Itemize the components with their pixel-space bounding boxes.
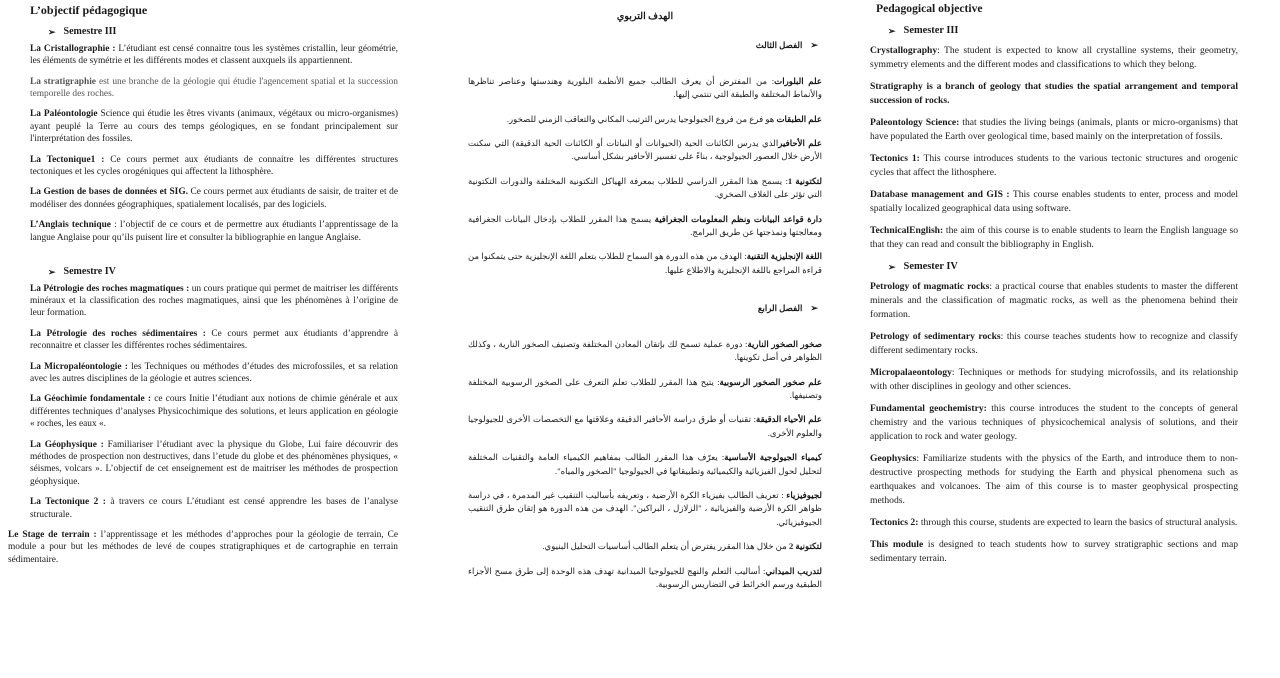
course-description [30,186,398,211]
course-name: علم الأحياء الدقيقة [756,414,823,425]
course-text: L’étudiant est censé connaitre tous les systèmes cristallin, leur géométrie, les éléments de symétrie et les différents modes et classent auxquels ils appartiennent. [30,43,398,67]
english-semester-4-list [870,280,1238,566]
course-name: كيمياء الجيولوجية الأساسية [724,452,822,463]
course-text: : من المفترض أن يعرف الطالب جميع الأنظمة البلورية وهندستها وعناصر تناظرها والأنماط المختلفة والطبقة التي تنتمي إليها. [468,75,822,100]
course-description [30,361,398,386]
arrow-bullet-icon: ➢ [810,40,818,51]
course-description [468,213,822,240]
course-name: La stratigraphie [30,76,96,87]
course-name: Petrology of sedimentary rocks [870,331,1001,342]
course-text: à travers ce cours L’étudiant est censé apprendre les bases de l’analyse structurale. [30,497,398,520]
course-text: Ce cours permet aux étudiants d’apprendre à reconnaitre et classer les différentes roches sédimentaires. [30,328,398,352]
course-name: لتكتونية 1 [787,175,822,186]
course-name: Paleontology Science: [870,117,960,128]
french-semester-3-heading [48,26,398,38]
course-description [870,402,1238,444]
english-title: Pedagogical objective [876,2,983,15]
course-description [30,283,398,320]
course-name: La Géochimie fondamentale : [30,394,152,405]
course-description [8,529,398,566]
arrow-bullet-icon: ➢ [48,27,56,38]
course-text: : يسمح هذا المقرر الدراسي للطلاب بمعرفة الهياكل التكتونية المختلفة والدورات التكتونية التي تؤثر على الغلاف الصخري. [468,175,822,200]
french-semester-4-heading [48,266,398,278]
course-text: : Techniques or methods for studying microfossils, and its relationship with other disciplines in geology and other sciences. [870,367,1238,392]
course-name: La Tectonique1 : [30,154,105,165]
course-name: Fundamental geochemistry: [870,403,987,414]
course-description [468,250,822,277]
course-name: La Paléontologie [30,109,98,120]
course-name: Stratigraphy is a branch of geology that studies the spatial arrangement and temporal succession of rocks. [870,81,1238,106]
arabic-semester-4-list [468,338,822,592]
course-name: La Pétrologie des roches sédimentaires : [30,328,206,339]
course-name: La Tectonique 2 : [30,497,106,508]
course-description [468,540,822,553]
course-text: Science qui étudie les êtres vivants (animaux, végétaux ou micro-organismes) ayant peuplé la Terre au cours des temps géologiques, en se fondant principalement sur l'interprétation des fossiles. [30,109,398,145]
course-text: the aim of this course is to enable students to learn the English language so that they can read and consult the bibliography in English. [870,225,1238,250]
course-description [468,413,822,440]
course-text: is designed to teach students how to survey stratigraphic sections and map sedimentary terrain. [870,539,1238,564]
french-semester-3-list [30,43,398,244]
course-text: l’apprentissage et les méthodes d’approches pour la géologie de terrain, Ce module a pour but les méthodes de levé de coupes stratigraphiques et de cartographie en terrain sédimentaire. [8,530,398,565]
course-text: this course introduces the student to the concepts of general chemistry and the various techniques of physicochemical analysis of solutions, and their application to rock and water geology. [870,403,1238,442]
arabic-column [462,0,826,678]
course-text: : this course teaches students how to recognize and classify different sedimentary rocks. [870,331,1238,356]
course-text: : Familiarize students with the physics of the Earth, and introduce them to non-destructive prospecting methods for studying the Earth and physical phenomena such as earthquakes and volcanoes. The aim of this course is to master geophysical prospecting methods. [870,453,1238,506]
course-name: L’Anglais technique [30,220,111,231]
arrow-bullet-icon: ➢ [888,262,896,272]
course-description [870,538,1238,566]
course-description [468,489,822,529]
course-name: Micropalaeontology [870,367,952,378]
course-description [30,219,398,244]
course-text: This course introduces students to the various tectonic structures and orogenic cycles that affect the lithosphere. [870,153,1238,178]
course-name: لجيوفيزياء [786,489,822,500]
course-text: : أساليب التعلم والنهج للجيولوجيا الميدانية تهدف هذه الوحدة إلى طرق مسح الأجزاء الطبقية ورسم الخرائط في التضاريس الرسوبية. [468,565,822,589]
course-description [870,330,1238,358]
course-description [468,565,822,592]
arabic-semester-3-list [468,75,822,277]
course-name: La Pétrologie des roches magmatiques : [30,283,190,294]
course-name: La Géophysique : [30,439,104,450]
course-text: les Techniques ou méthodes d’études des microfossiles, et sa relation avec les autres disciplines de la géologie et autres sciences. [30,361,398,384]
course-description [870,366,1238,394]
english-semester-3-heading [888,24,1238,38]
arrow-bullet-icon: ➢ [810,303,818,314]
course-text: that studies the living beings (animals, plants or micro-organisms) that have populated the Earth over geological time, based mainly on the interpretation of fossils. [870,117,1238,142]
course-text: يسمح هذا المقرر للطلاب بإدخال البيانات الجغرافية ومعالجتها ونمذجتها عن طريق البرامج. [468,213,822,238]
english-semester-3-list [870,44,1238,252]
course-description [468,175,822,202]
course-text: ce cours Initie l’étudiant aux notions de chimie générale et aux différentes techniques d’analyses Physicochimique des solutions, et leurs application en géologie « roches, les eaux «. [30,394,398,430]
arabic-semester-4-heading [468,302,818,315]
french-title: L’objectif pédagogique [30,3,148,17]
arabic-title: الهدف التربوي [616,11,674,22]
english-semester-4-heading [888,260,1238,274]
course-text: est une branche de la géologie qui étudie l'agencement spatial et la succession temporelle des roches. [30,76,398,100]
course-description [30,439,398,489]
arabic-semester-3-heading [468,39,818,52]
semester-label: Semestre III [63,26,117,38]
course-description [30,108,398,145]
course-description [30,43,398,68]
course-description [468,338,822,365]
course-text: : The student is expected to know all crystalline systems, their geometry, symmetry elements and the different modes and classifications to which they belong. [870,45,1238,70]
course-text: : يتيح هذا المقرر للطلاب تعلم التعرف على الصخور الرسوبية المختلفة وتصنيفها. [468,376,822,400]
course-description [30,154,398,179]
french-column [0,0,410,678]
course-name: La Cristallographie : [30,43,116,54]
course-text: through this course, students are expected to learn the basics of structural analysis. [918,517,1238,528]
semester-label: الفصل الرابع [757,303,803,314]
course-text: : الهدف من هذه الدورة هو السماح للطلاب بتعلم اللغة الإنجليزية حتى يتمكنوا من قراءة المراجع باللغة الإنجليزية والاطلاع عليها. [468,251,822,275]
course-text: un cours pratique qui permet de maitriser les différents minéraux et la classification des roches magmatiques, ainsi que les phénomènes à l’origine de leur formation. [30,283,398,319]
course-name: Le Stage de terrain : [8,530,97,540]
course-text: : تعريف الطالب بفيزياء الكرة الأرضية ، وتعريفه بأساليب التنقيب غير المدمرة ، في دراسة ظواهر الكرة الأرضية والفيزيائية ، "الزلازل ، البراكين". الهدف من هذه الدورة هو إتقان طرق التنقيب الجيوفيزيائي. [468,489,822,527]
semester-label: Semester IV [903,261,958,272]
course-description [468,376,822,403]
course-description [468,137,822,164]
course-description [870,152,1238,180]
arrow-bullet-icon: ➢ [888,26,896,36]
course-text: من خلال هذا المقرر يفترض أن يتعلم الطالب أساسيات التحليل البنيوي. [542,541,789,552]
course-description [870,44,1238,72]
arrow-bullet-icon: ➢ [48,267,56,278]
course-text: This course enables students to enter, process and model spatially localized geographical data using software. [870,189,1238,214]
course-name: علم البلورات [774,75,822,86]
course-name: لتدريب الميداني [765,565,822,576]
english-column [862,0,1242,678]
course-description [30,496,398,521]
course-description [870,280,1238,322]
course-name: Tectonics 2: [870,517,919,528]
semester-label: Semestre IV [63,266,116,278]
course-name: Petrology of magmatic rocks [870,281,990,292]
course-description [870,80,1238,108]
french-semester-4-list [8,283,398,567]
course-name: Tectonics 1: [870,153,920,164]
course-description [30,393,398,430]
course-description [30,76,398,101]
course-description [30,328,398,353]
course-name: Geophysics [870,453,917,464]
course-text: هو فرع من فروع الجيولوجيا يدرس الترتيب المكاني والتعاقب الزمني للصخور. [506,113,777,124]
course-name: علم الطبقات [776,113,822,124]
course-name: علم الأحافير [778,138,822,149]
course-name: La Micropaléontologie : [30,361,128,372]
course-name: TechnicalEnglish: [870,225,944,236]
course-name: This module [870,539,924,550]
course-description [870,116,1238,144]
course-description [870,452,1238,508]
course-text: : l’objectif de ce cours et de permettre aux étudiants l’apprentissage de la langue Anglaise pour qu’ils puisent lire et consulter la bibliographie en langue Anglaise. [30,220,399,243]
course-name: صخور الصخور النارية [747,338,822,349]
course-text: : a practical course that enables students to master the different minerals and the classification of magmatic rocks, as well as the phenomena behind their formation. [870,281,1238,320]
course-text: Ce cours permet aux étudiants de connaitre les différentes structures tectoniques et les cycles orogéniques qui affectent la lithosphère. [30,154,398,178]
course-text: Familiariser l’étudiant avec la physique du Globe, Lui faire découvrir des méthodes de prospection non destructives, dans l’etude du globe et des phénomènes physiques, « séismes, volcars ». L’objectif de cet enseignement est de maitriser les méthodes de prospection géophysique. [30,439,398,487]
course-text: الذي يدرس الكائنات الحية (الحيوانات أو النباتات أو الكائنات الحية الدقيقة) التي سكنت الأرض خلال العصور الجيولوجية ، بناءً على تفسير الأحافير بشكل أساسي. [468,138,822,162]
course-name: La Gestion de bases de données et SIG. [30,187,188,198]
semester-label: Semester III [903,25,959,36]
course-text: : تقنيات أو طرق دراسة الأحافير الدقيقة وعلاقتها مع التخصصات الأخرى للجيولوجيا والعلوم الأخرى. [468,414,822,438]
course-description [870,516,1238,530]
course-text: Ce cours permet aux étudiants de saisir, de traiter et de modéliser des données géographiques, spatialement localisés, par des logiciels. [30,187,398,210]
course-description [468,75,822,102]
course-name: علم صخور الصخور الرسوبية [719,376,822,387]
course-description [870,188,1238,216]
course-name: Database management and GIS : [870,189,1010,200]
course-description [468,451,822,478]
course-name: Crystallography [870,45,938,56]
course-name: اللغة الإنجليزية التقنية [746,251,822,262]
course-name: لتكتونية 2 [788,541,822,552]
course-text: : دورة عملية تسمح لك بإتقان المعادن المختلفة وتصنيف الصخور النارية ، وكذلك الظواهر في أصل تكوينها. [468,338,822,363]
course-text: : يعرّف هذا المقرر الطالب بمفاهيم الكيمياء العامة والتقنيات المختلفة لتحليل لحول الفيزيائية والكيميائية وتطبيقاتها في الجيولوجيا "الصخور والمياه". [468,452,822,476]
course-description [870,224,1238,252]
course-name: دارة قواعد البيانات ونظم المعلومات الجغرافية [654,213,822,224]
semester-label: الفصل الثالث [755,40,803,51]
course-description [468,113,822,126]
